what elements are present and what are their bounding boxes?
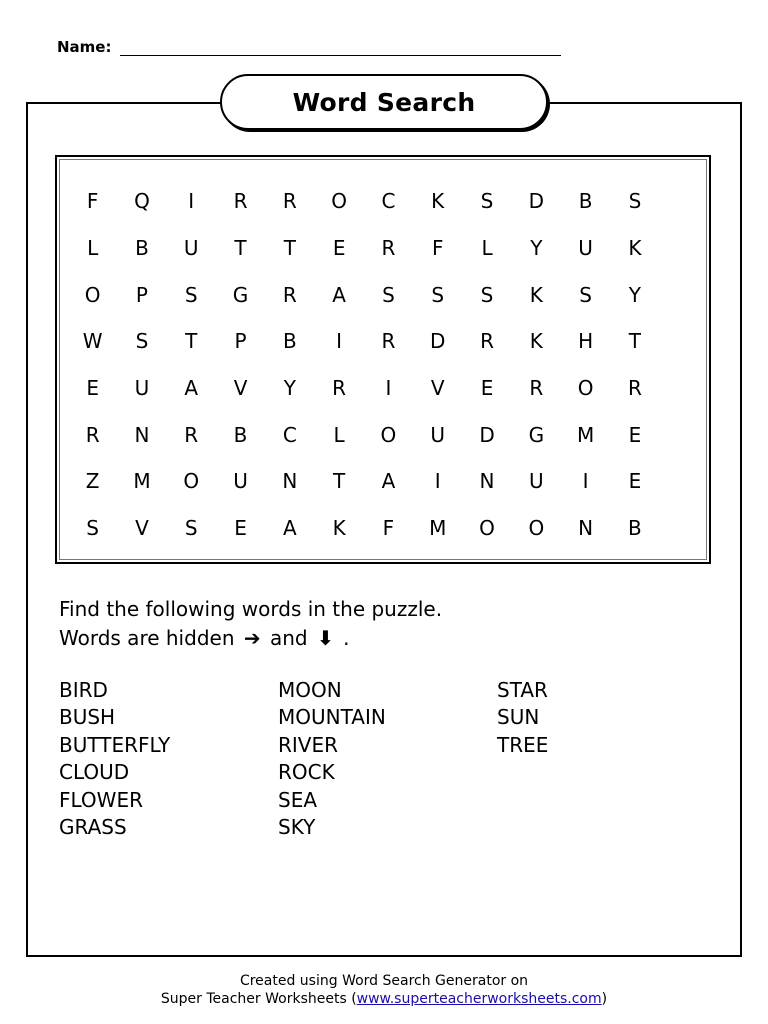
grid-row <box>68 365 710 412</box>
grid-cell: M <box>429 516 447 541</box>
grid-cell: D <box>479 422 495 447</box>
grid-cell: N <box>134 422 150 447</box>
grid-cell: S <box>628 189 642 214</box>
grid-cell: K <box>529 329 543 354</box>
grid-cell: E <box>234 516 247 541</box>
grid-row <box>68 458 710 505</box>
grid-cell: O <box>479 516 495 541</box>
grid-cell: T <box>333 469 346 494</box>
grid-cell: P <box>135 282 148 307</box>
grid-row <box>68 411 710 458</box>
grid-cell: I <box>385 376 392 401</box>
grid-cell: G <box>232 282 249 307</box>
grid-cell: S <box>480 189 494 214</box>
grid-cell: F <box>382 516 395 541</box>
grid-cell: R <box>332 376 347 401</box>
grid-cell: B <box>578 189 593 214</box>
grid-cell: V <box>135 516 149 541</box>
grid-cell: R <box>381 329 396 354</box>
instructions-suffix: . <box>343 626 350 650</box>
grid-cell: T <box>185 329 198 354</box>
footer-link[interactable]: www.superteacherworksheets.com <box>356 991 602 1007</box>
footer <box>0 972 768 1008</box>
grid-cell: U <box>430 422 446 447</box>
word-list-item: SEA <box>278 787 318 812</box>
grid-cell: B <box>628 516 642 541</box>
grid-cell: V <box>233 376 248 401</box>
grid-cell: T <box>628 329 642 354</box>
instructions-and: and <box>269 626 308 650</box>
word-list-item: BUTTERFLY <box>59 732 171 757</box>
grid-cell: R <box>184 422 199 447</box>
grid-cell: Z <box>85 469 100 494</box>
title-banner <box>220 74 548 130</box>
grid-cell: E <box>480 376 494 401</box>
word-list-item: BUSH <box>59 705 116 730</box>
grid-row <box>68 318 710 365</box>
word-list-item: MOUNTAIN <box>278 705 386 730</box>
grid-cell: A <box>381 469 396 494</box>
grid-cell: E <box>628 422 642 447</box>
grid-cell: Q <box>134 189 150 214</box>
grid-cell: S <box>431 282 445 307</box>
grid-cell: W <box>82 329 103 354</box>
grid-cell: E <box>86 376 99 401</box>
grid-cell: M <box>576 422 595 447</box>
footer-line-2 <box>0 990 768 1008</box>
word-list-item: FLOWER <box>59 787 143 812</box>
grid-cell: F <box>86 189 99 214</box>
grid-cell: H <box>578 329 594 354</box>
instructions-prefix: Words are hidden <box>59 626 235 650</box>
word-list-item: BIRD <box>59 678 108 702</box>
grid-cell: S <box>135 329 149 354</box>
grid-cell: U <box>183 236 199 261</box>
grid-cell: R <box>282 282 297 307</box>
grid-cell: Y <box>283 376 296 401</box>
instructions-line-1: Find the following words in the puzzle. <box>59 597 443 621</box>
letter-grid <box>68 178 710 552</box>
grid-row <box>68 505 710 552</box>
grid-cell: N <box>479 469 495 494</box>
grid-cell: F <box>431 236 444 261</box>
page-title: Word Search <box>292 87 476 117</box>
grid-row <box>68 178 710 225</box>
word-list-item: GRASS <box>59 815 127 840</box>
grid-cell: S <box>382 282 395 307</box>
grid-cell: R <box>233 189 248 214</box>
grid-cell: B <box>233 422 248 447</box>
word-list-item: STAR <box>497 678 548 702</box>
grid-cell: D <box>430 329 446 354</box>
grid-cell: I <box>188 189 195 214</box>
grid-cell: R <box>627 376 642 401</box>
footer-suffix: ) <box>601 991 608 1007</box>
grid-cell: A <box>332 282 346 307</box>
grid-cell: R <box>529 376 544 401</box>
name-line[interactable] <box>120 55 561 56</box>
arrow-right-icon: ➔ <box>243 626 261 650</box>
grid-cell: C <box>381 189 396 214</box>
grid-row <box>68 225 710 272</box>
grid-cell: Y <box>530 236 543 261</box>
instructions-line-2 <box>59 624 442 653</box>
grid-cell: S <box>579 282 592 307</box>
word-list-column-2 <box>278 677 386 841</box>
grid-cell: R <box>282 189 297 214</box>
grid-row <box>68 271 710 318</box>
grid-cell: O <box>84 282 101 307</box>
grid-cell: L <box>333 422 345 447</box>
grid-cell: O <box>183 469 200 494</box>
grid-cell: O <box>577 376 594 401</box>
grid-cell: K <box>529 282 543 307</box>
instructions <box>59 595 442 653</box>
grid-cell: R <box>381 236 396 261</box>
grid-cell: B <box>135 236 149 261</box>
grid-cell: U <box>529 469 544 494</box>
grid-cell: G <box>528 422 545 447</box>
grid-cell: I <box>336 329 343 354</box>
grid-cell: I <box>582 469 589 494</box>
grid-cell: O <box>380 422 397 447</box>
grid-cell: V <box>430 376 445 401</box>
word-list-item: TREE <box>497 732 549 757</box>
footer-line-1: Created using Word Search Generator on <box>239 973 529 989</box>
word-list-column-3 <box>497 677 548 759</box>
grid-cell: M <box>133 469 151 494</box>
grid-cell: N <box>282 469 298 494</box>
grid-cell: E <box>628 469 642 494</box>
grid-cell: N <box>578 516 594 541</box>
footer-prefix: Super Teacher Worksheets ( <box>160 991 357 1007</box>
grid-cell: S <box>480 282 494 307</box>
word-list-item: CLOUD <box>59 760 130 785</box>
word-list-item: SKY <box>278 815 316 840</box>
grid-cell: I <box>434 469 441 494</box>
grid-cell: Y <box>628 282 642 307</box>
name-label: Name: <box>57 38 112 56</box>
word-list-item: MOON <box>278 678 342 702</box>
grid-cell: E <box>332 236 346 261</box>
grid-cell: A <box>282 516 297 541</box>
grid-cell: T <box>283 236 296 261</box>
grid-cell: K <box>431 189 445 214</box>
word-list-item: SUN <box>497 705 540 730</box>
grid-cell: A <box>184 376 199 401</box>
word-list-item: RIVER <box>278 732 339 757</box>
grid-cell: B <box>282 329 297 354</box>
grid-cell: L <box>87 236 99 261</box>
grid-cell: L <box>481 236 493 261</box>
grid-cell: K <box>628 236 642 261</box>
grid-cell: O <box>528 516 545 541</box>
grid-cell: K <box>332 516 346 541</box>
grid-cell: U <box>578 236 593 261</box>
word-list-column-1 <box>59 677 170 841</box>
grid-cell: S <box>184 516 198 541</box>
grid-cell: U <box>134 376 150 401</box>
grid-cell: D <box>528 189 545 214</box>
grid-cell: R <box>480 329 494 354</box>
grid-cell: R <box>85 422 100 447</box>
grid-cell: U <box>233 469 248 494</box>
word-list-item: ROCK <box>278 760 335 785</box>
grid-cell: T <box>234 236 247 261</box>
arrow-down-icon: ⬇ <box>316 626 334 650</box>
grid-cell: S <box>86 516 99 541</box>
grid-cell: C <box>282 422 297 447</box>
grid-cell: P <box>234 329 247 354</box>
grid-cell: O <box>331 189 347 214</box>
grid-cell: S <box>184 282 198 307</box>
